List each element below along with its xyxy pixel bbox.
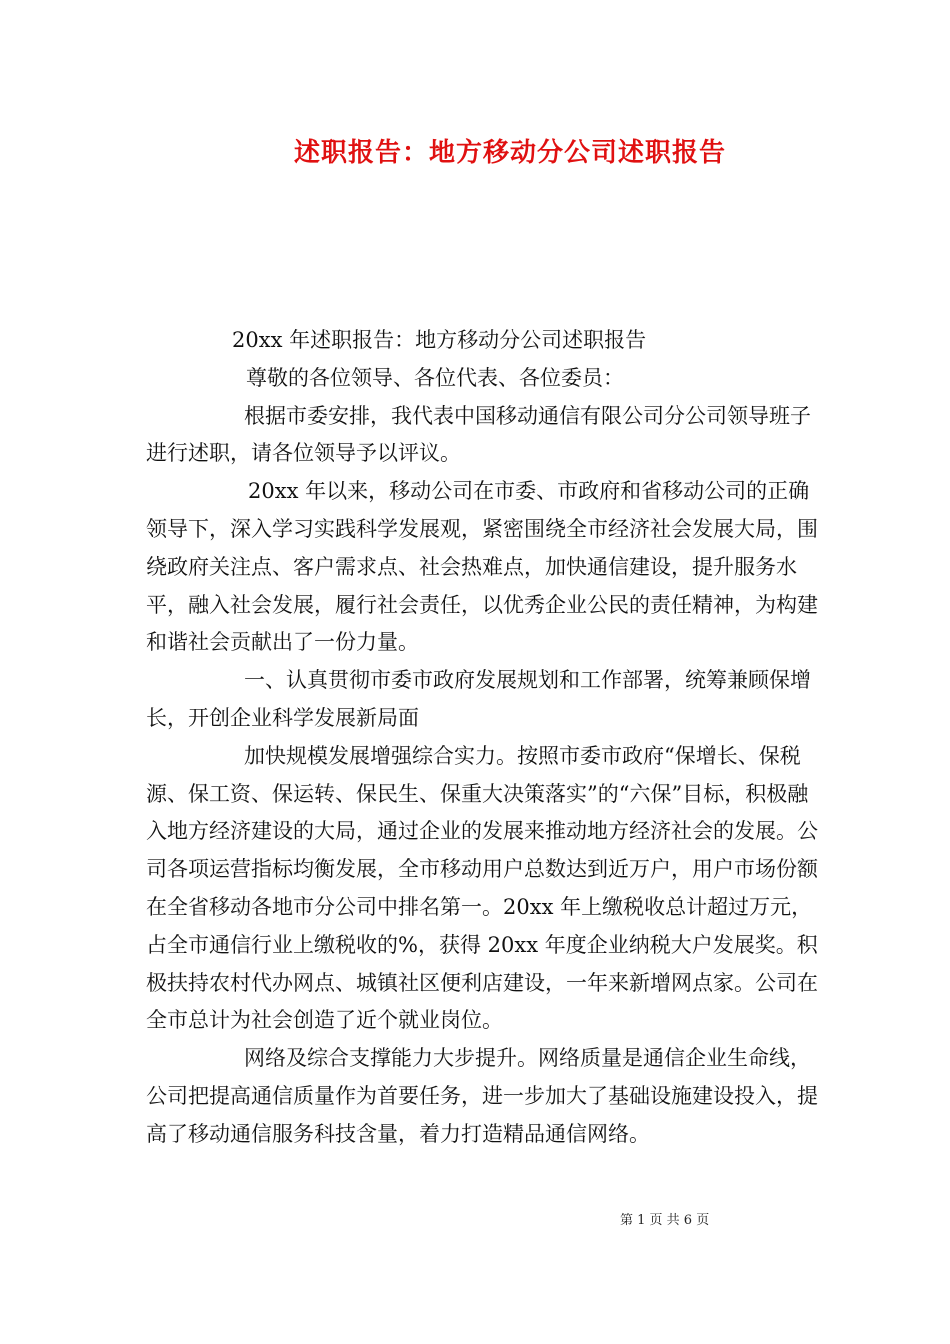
salutation: 尊敬的各位领导、各位代表、各位委员：: [246, 365, 624, 390]
paragraph: 20xx 年以来，移动公司在市委、市政府和省移动公司的正确领导下，深入学习实践科学发展观，紧密围绕全市经济社会发展大局，围绕政府关注点、客户需求点、社会热难点，加快通信建设，提升服务水平，融入社会发展，履行社会责任，以优秀企业公民的责任精神，为构建和谐社会贡献出了一份力量。: [146, 479, 818, 655]
page-number: 第 1 页 共 6 页: [620, 1213, 710, 1228]
paragraph: 加快规模发展增强综合实力。按照市委市政府“保增长、保税源、保工资、保运转、保民生、保重大决策落实”的“六保”目标，积极融入地方经济建设的大局，通过企业的发展来推动地方经济社会的发展。公司各项运营指标均衡发展，全市移动用户总数达到近万户，用户市场份额在全省移动各地市分公司中排名第一。20xx 年上缴税收总计超过万元，占全市通信行业上缴税收的%，获得 20xx 年度企业纳税大户发展奖。积极扶持农村代办网点、城镇社区便利店建设，一年来新增网点家。公司在全市总计为社会创造了近个就业岗位。: [146, 743, 818, 1033]
paragraph: 根据市委安排，我代表中国移动通信有限公司分公司领导班子进行述职，请各位领导予以评议。: [146, 403, 811, 466]
paragraph: 网络及综合支撑能力大步提升。网络质量是通信企业生命线，公司把提高通信质量作为首要任务，进一步加大了基础设施建设投入，提高了移动通信服务科技含量，着力打造精品通信网络。: [146, 1046, 818, 1146]
section-heading: 一、认真贯彻市委市政府发展规划和工作部署，统筹兼顾保增长，开创企业科学发展新局面: [146, 668, 811, 730]
document-title: 述职报告：地方移动分公司述职报告: [293, 138, 726, 168]
document-body: [146, 322, 818, 1154]
document-subtitle: 20xx 年述职报告：地方移动分公司述职报告: [232, 328, 647, 352]
